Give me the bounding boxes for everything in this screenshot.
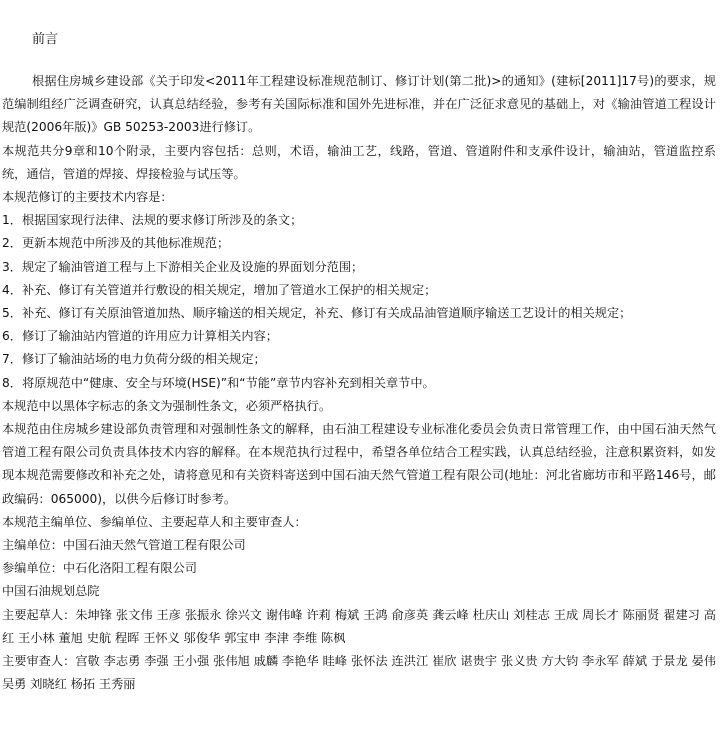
revision-item-7: 7．修订了输油站场的电力负荷分级的相关规定； xyxy=(2,352,266,367)
reviewers-list: 主要审查人：宫敬 李志勇 李强 王小强 张伟旭 戚麟 李艳华 眭峰 张怀法 连洪江 崔欣 谌贵宇 张义贵 方大钧 李永军 薛斌 于景龙 晏伟 吴勇 刘晓红 杨拓 王秀丽 xyxy=(2,654,716,692)
revision-item-3: 3．规定了输油管道工程与上下游相关企业及设施的界面划分范围； xyxy=(2,259,364,274)
participating-unit: 参编单位：中石化洛阳工程有限公司 xyxy=(2,561,197,576)
revision-item-6: 6．修订了输油站内管道的许用应力计算相关内容； xyxy=(2,329,278,344)
participating-unit-2: 中国石油规划总院 xyxy=(2,584,100,599)
page-title: 前言 xyxy=(32,32,59,47)
revision-item-1: 1．根据国家现行法律、法规的要求修订所涉及的条文； xyxy=(2,213,303,228)
revision-item-4: 4．补充、修订有关管道并行敷设的相关规定，增加了管道水工保护的相关规定； xyxy=(2,282,437,297)
revision-item-5: 5．补充、修订有关原油管道加热、顺序输送的相关规定，补充、修订有关成品油管道顺序输送工艺设计的相关规定； xyxy=(2,306,632,321)
chief-editor-unit: 主编单位：中国石油天然气管道工程有限公司 xyxy=(2,538,246,553)
drafters-list: 主要起草人：朱坤锋 张文伟 王彦 张振永 徐兴文 谢伟峰 许莉 梅斌 王鸿 俞彦英 龚云峰 杜庆山 刘桂志 王成 周长才 陈丽贤 翟建习 高红 王小林 董旭 史航 程晖 王怀义 邬俊华 郭宝申 李津 李维 陈枫 xyxy=(2,607,716,645)
revision-summary-heading: 本规范修订的主要技术内容是： xyxy=(2,190,173,205)
scope-paragraph: 本规范共分9章和10个附录，主要内容包括：总则，术语，输油工艺，线路，管道、管道附件和支承件设计，输油站，管道监控系统，通信，管道的焊接、焊接检验与试压等。 xyxy=(2,143,716,181)
revision-item-2: 2．更新本规范中所涉及的其他标准规范； xyxy=(2,236,230,251)
contributors-heading: 本规范主编单位、参编单位、主要起草人和主要审查人： xyxy=(2,514,307,529)
management-paragraph: 本规范由住房城乡建设部负责管理和对强制性条文的解释，由石油工程建设专业标准化委员会负责日常管理工作，由中国石油天然气管道工程有限公司负责具体技术内容的解释。在本规范执行过程中，希望各单位结合工程实践，认真总结经验，注意积累资料，如发现本规范需要修改和补充之处，请将意见和有关资料寄送到中国石油天然气管道工程有限公司(地址：河北省廊坊市和平路146号，邮政编码：065000)，以供今后修订时参考。 xyxy=(2,422,716,506)
document-body xyxy=(2,70,716,696)
revision-item-8: 8．将原规范中“健康、安全与环境(HSE)”和“节能”章节内容补充到相关章节中。 xyxy=(2,375,435,390)
intro-paragraph: 根据住房城乡建设部《关于印发<2011年工程建设标准规范制订、修订计划(第二批)>的通知》(建标[2011]17号)的要求，规范编制组经广泛调查研究，认真总结经验，参考有关国际标准和国外先进标准，并在广泛征求意见的基础上，对《输油管道工程设计规范(2006年版)》GB 50253-2003进行修订。 xyxy=(2,74,716,135)
mandatory-clause-note: 本规范中以黑体字标志的条文为强制性条文，必须严格执行。 xyxy=(2,398,332,413)
